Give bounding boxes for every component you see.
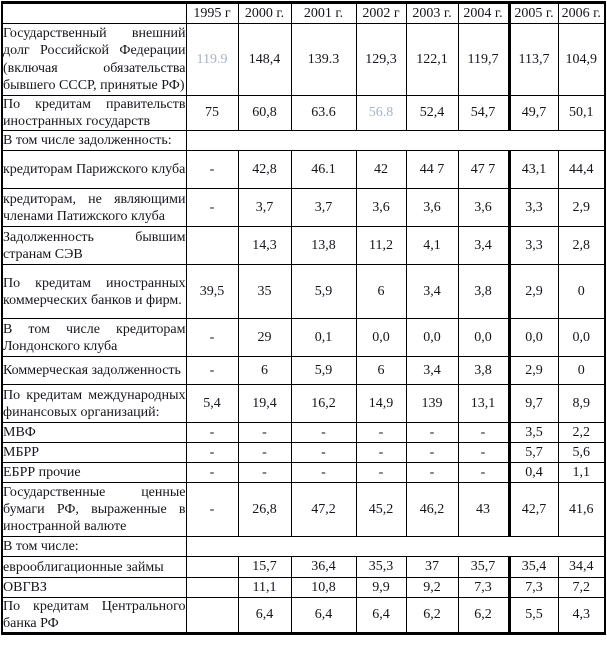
cell-value: 0 xyxy=(558,265,605,319)
cell-value: 129,3 xyxy=(356,24,406,96)
table-row xyxy=(2,189,605,227)
cell-value: 56.8 xyxy=(356,96,406,131)
cell-value: - xyxy=(458,463,509,483)
cell-value: 14,9 xyxy=(356,385,406,423)
table-row xyxy=(2,483,605,537)
cell-value: - xyxy=(458,443,509,463)
cell-value: 5,5 xyxy=(509,598,558,634)
cell-value: 36,4 xyxy=(291,557,356,578)
cell-value: 3,6 xyxy=(458,189,509,227)
cell-value: 0,0 xyxy=(458,319,509,357)
cell-value: - xyxy=(186,357,238,385)
cell-value: 5,9 xyxy=(291,265,356,319)
cell-value: 11,2 xyxy=(356,227,406,265)
corner-cell xyxy=(2,3,186,24)
cell-value: - xyxy=(291,423,356,443)
cell-value: 44,4 xyxy=(558,151,605,189)
cell-value: 34,4 xyxy=(558,557,605,578)
header-row xyxy=(2,3,605,24)
cell-value: 3,5 xyxy=(509,423,558,443)
cell-value: 42 xyxy=(356,151,406,189)
column-header: 2006 г. xyxy=(558,3,605,24)
cell-value: 0,0 xyxy=(356,319,406,357)
cell-value: 52,4 xyxy=(406,96,458,131)
cell-value: 7,3 xyxy=(509,578,558,598)
cell-value: 46,2 xyxy=(406,483,458,537)
cell-value: - xyxy=(186,463,238,483)
cell-value: 119,7 xyxy=(458,24,509,96)
row-label: ЕБРР прочие xyxy=(2,463,186,483)
cell-value: - xyxy=(291,463,356,483)
column-header: 2002 г xyxy=(356,3,406,24)
cell-value: - xyxy=(238,443,291,463)
cell-value: 7,2 xyxy=(558,578,605,598)
cell-value: 3,3 xyxy=(509,227,558,265)
cell-value: 119.9 xyxy=(186,24,238,96)
cell-value: 41,6 xyxy=(558,483,605,537)
cell-value: 9,9 xyxy=(356,578,406,598)
cell-value: - xyxy=(186,443,238,463)
table-row xyxy=(2,151,605,189)
cell-value: 35 xyxy=(238,265,291,319)
cell-value xyxy=(186,557,238,578)
table-row xyxy=(2,227,605,265)
table-body xyxy=(2,24,605,634)
cell-value xyxy=(186,578,238,598)
row-label: еврооблигационные займы xyxy=(2,557,186,578)
cell-value: 139 xyxy=(406,385,458,423)
cell-value: - xyxy=(356,443,406,463)
table-row xyxy=(2,96,605,131)
table-row xyxy=(2,537,605,557)
cell-value: 7,3 xyxy=(458,578,509,598)
external-debt-table xyxy=(1,1,606,635)
table-row xyxy=(2,578,605,598)
cell-value: 19,4 xyxy=(238,385,291,423)
cell-value: 0,0 xyxy=(558,319,605,357)
cell-value: 2,8 xyxy=(558,227,605,265)
cell-value: 4,1 xyxy=(406,227,458,265)
row-label: ОВГВЗ xyxy=(2,578,186,598)
table-row xyxy=(2,385,605,423)
cell-value: 44 7 xyxy=(406,151,458,189)
cell-value: 8,9 xyxy=(558,385,605,423)
cell-value: 6 xyxy=(238,357,291,385)
cell-value: - xyxy=(356,463,406,483)
cell-value: 3,6 xyxy=(356,189,406,227)
cell-value: 0,0 xyxy=(406,319,458,357)
cell-value: - xyxy=(238,423,291,443)
row-label: В том числе задолженность: xyxy=(2,131,186,151)
cell-value: 1,1 xyxy=(558,463,605,483)
cell-value: - xyxy=(186,189,238,227)
section-spacer xyxy=(186,537,605,557)
cell-value: 11,1 xyxy=(238,578,291,598)
cell-value: - xyxy=(186,423,238,443)
cell-value: - xyxy=(406,423,458,443)
cell-value: 42,8 xyxy=(238,151,291,189)
row-label: кредиторам, не являющими членами Патижского клуба xyxy=(2,189,186,227)
cell-value: 0 xyxy=(558,357,605,385)
cell-value: 14,3 xyxy=(238,227,291,265)
cell-value: 3,4 xyxy=(458,227,509,265)
cell-value: 10,8 xyxy=(291,578,356,598)
cell-value: - xyxy=(406,463,458,483)
cell-value: 50,1 xyxy=(558,96,605,131)
cell-value: 3,8 xyxy=(458,357,509,385)
column-header: 2004 г. xyxy=(458,3,509,24)
cell-value: 2,2 xyxy=(558,423,605,443)
cell-value: 15,7 xyxy=(238,557,291,578)
cell-value: - xyxy=(291,443,356,463)
cell-value: 3,3 xyxy=(509,189,558,227)
row-label: Государственный внешний долг Российской Федерации (включая обязательства бывшего СССР, принятые РФ) xyxy=(2,24,186,96)
cell-value: 43,1 xyxy=(509,151,558,189)
cell-value: 3,6 xyxy=(406,189,458,227)
table-header xyxy=(2,3,605,24)
table-row xyxy=(2,24,605,96)
cell-value: - xyxy=(238,463,291,483)
row-label: кредиторам Парижского клуба xyxy=(2,151,186,189)
cell-value: 113,7 xyxy=(509,24,558,96)
cell-value: 6,4 xyxy=(291,598,356,634)
cell-value: 75 xyxy=(186,96,238,131)
cell-value: 139.3 xyxy=(291,24,356,96)
cell-value: 5,6 xyxy=(558,443,605,463)
cell-value: 6,4 xyxy=(238,598,291,634)
section-spacer xyxy=(186,131,605,151)
cell-value: 6 xyxy=(356,265,406,319)
row-label: Государственные ценные бумаги РФ, выраженные в иностранной валюте xyxy=(2,483,186,537)
cell-value: 104,9 xyxy=(558,24,605,96)
cell-value: 6 xyxy=(356,357,406,385)
column-header: 2003 г. xyxy=(406,3,458,24)
cell-value: 63.6 xyxy=(291,96,356,131)
cell-value: 26,8 xyxy=(238,483,291,537)
cell-value: 6,2 xyxy=(458,598,509,634)
cell-value: - xyxy=(186,483,238,537)
table-row xyxy=(2,463,605,483)
cell-value: 0,1 xyxy=(291,319,356,357)
cell-value: 37 xyxy=(406,557,458,578)
cell-value: 3,8 xyxy=(458,265,509,319)
cell-value: 3,7 xyxy=(291,189,356,227)
cell-value: 35,7 xyxy=(458,557,509,578)
cell-value: 6,4 xyxy=(356,598,406,634)
cell-value: 49,7 xyxy=(509,96,558,131)
cell-value: 4,3 xyxy=(558,598,605,634)
cell-value: 148,4 xyxy=(238,24,291,96)
cell-value: 122,1 xyxy=(406,24,458,96)
cell-value: 16,2 xyxy=(291,385,356,423)
table-row xyxy=(2,557,605,578)
cell-value: 35,3 xyxy=(356,557,406,578)
cell-value xyxy=(186,227,238,265)
row-label: Задолженность бывшим странам СЭВ xyxy=(2,227,186,265)
table-row xyxy=(2,319,605,357)
row-label: По кредитам международных финансовых организаций: xyxy=(2,385,186,423)
row-label: По кредитам иностранных коммерческих банков и фирм. xyxy=(2,265,186,319)
table-row xyxy=(2,443,605,463)
cell-value: 35,4 xyxy=(509,557,558,578)
column-header: 2000 г. xyxy=(238,3,291,24)
column-header: 1995 г xyxy=(186,3,238,24)
cell-value: 46.1 xyxy=(291,151,356,189)
table-row xyxy=(2,131,605,151)
cell-value: 47,2 xyxy=(291,483,356,537)
cell-value: 39,5 xyxy=(186,265,238,319)
cell-value: 5,7 xyxy=(509,443,558,463)
cell-value: 29 xyxy=(238,319,291,357)
cell-value: 60,8 xyxy=(238,96,291,131)
cell-value: - xyxy=(406,443,458,463)
cell-value: 0,4 xyxy=(509,463,558,483)
cell-value: 2,9 xyxy=(509,357,558,385)
cell-value: 13,8 xyxy=(291,227,356,265)
cell-value: - xyxy=(186,151,238,189)
cell-value: 43 xyxy=(458,483,509,537)
cell-value: 9,7 xyxy=(509,385,558,423)
cell-value: 0,0 xyxy=(509,319,558,357)
row-label: По кредитам Центрального банка РФ xyxy=(2,598,186,634)
cell-value: 42,7 xyxy=(509,483,558,537)
cell-value: 2,9 xyxy=(509,265,558,319)
cell-value: 13,1 xyxy=(458,385,509,423)
cell-value: 3,4 xyxy=(406,265,458,319)
table-row xyxy=(2,265,605,319)
table-row xyxy=(2,423,605,443)
row-label: В том числе: xyxy=(2,537,186,557)
row-label: По кредитам правительств иностранных государств xyxy=(3,97,186,130)
cell-value: - xyxy=(458,423,509,443)
cell-value: 45,2 xyxy=(356,483,406,537)
row-label: МВФ xyxy=(2,423,186,443)
cell-value xyxy=(186,598,238,634)
cell-value: 3,7 xyxy=(238,189,291,227)
cell-value: 6,2 xyxy=(406,598,458,634)
row-label: Коммерческая задолженность xyxy=(2,357,186,385)
cell-value: 3,4 xyxy=(406,357,458,385)
cell-value: 2,9 xyxy=(558,189,605,227)
row-label: В том числе кредиторам Лондонского клуба xyxy=(2,319,186,357)
cell-value: - xyxy=(186,319,238,357)
cell-value: 5,4 xyxy=(186,385,238,423)
cell-value: - xyxy=(356,423,406,443)
table-row xyxy=(2,598,605,634)
cell-value: 54,7 xyxy=(458,96,509,131)
column-header: 2005 г. xyxy=(509,3,558,24)
row-label: МБРР xyxy=(2,443,186,463)
column-header: 2001 г. xyxy=(291,3,356,24)
cell-value: 9,2 xyxy=(406,578,458,598)
cell-value: 5,9 xyxy=(291,357,356,385)
cell-value: 47 7 xyxy=(458,151,509,189)
table-row xyxy=(2,357,605,385)
